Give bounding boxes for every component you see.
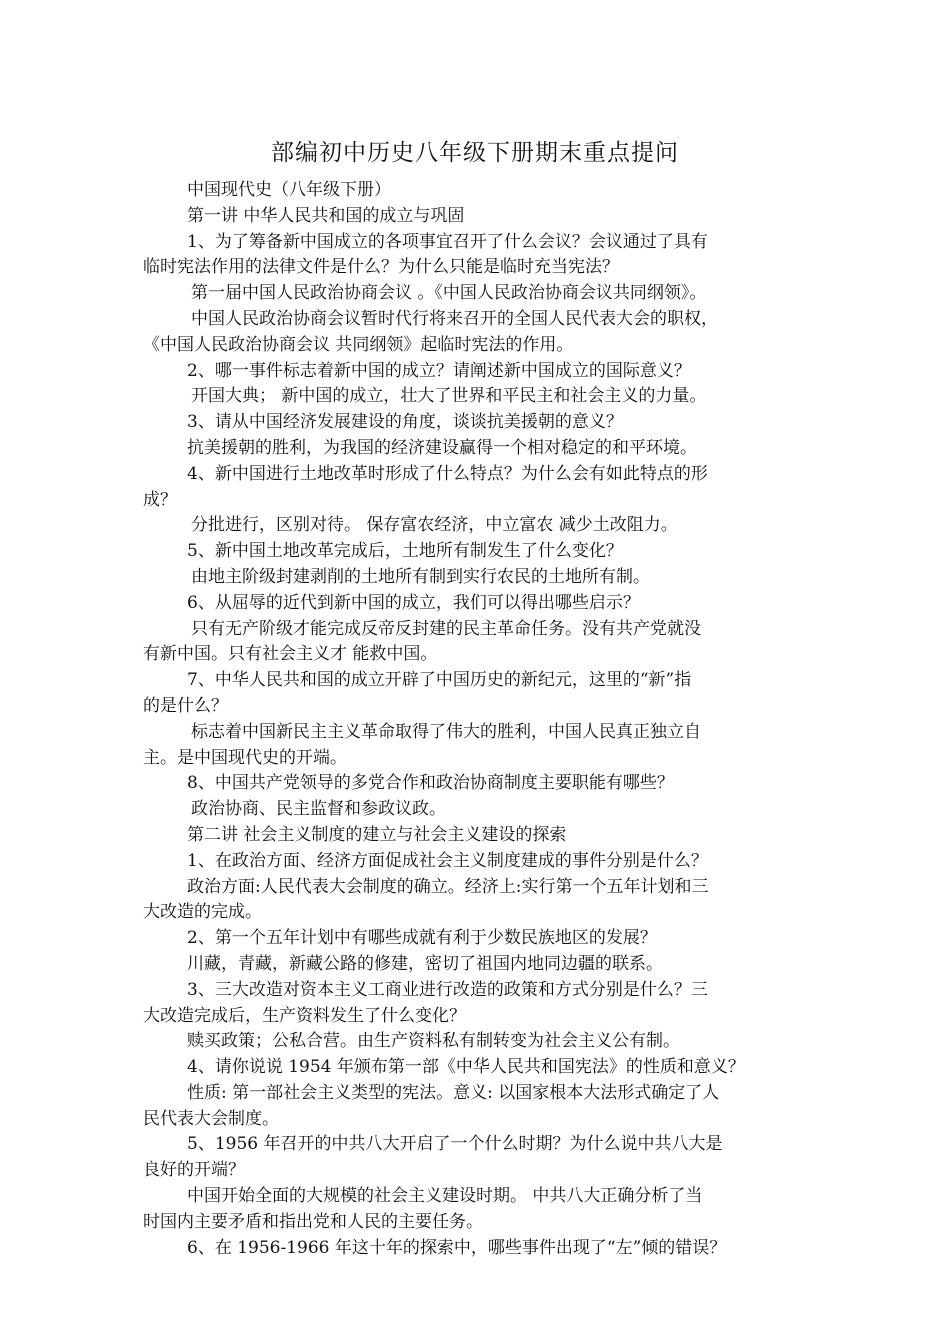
text-line: 4、新中国进行土地改革时形成了什么特点？为什么会有如此特点的形	[187, 463, 708, 484]
text-line: 临时宪法作用的法律文件是什么？为什么只能是临时充当宪法？	[143, 257, 619, 278]
text-line: 政治方面:人民代表大会制度的确立。经济上:实行第一个五年计划和三	[187, 876, 709, 897]
text-line: 6、从屈辱的近代到新中国的成立，我们可以得出哪些启示？	[187, 592, 640, 613]
text-line: 标志着中国新民主主义革命取得了伟大的胜利，中国人民真正独立自	[191, 721, 701, 742]
text-line: 分批进行，区别对待。 保存富农经济，中立富农 减少土改阻力。	[191, 515, 678, 536]
text-line: 民代表大会制度。	[143, 1108, 279, 1129]
text-line: 5、1956 年召开的中共八大开启了一个什么时期？为什么说中共八大是	[187, 1134, 723, 1155]
text-line: 开国大典； 新中国的成立，壮大了世界和平民主和社会主义的力量。	[191, 386, 707, 407]
text-line: 大改造的完成。	[143, 902, 262, 923]
text-line: 第一届中国人民政治协商会议 。《中国人民政治协商会议共同纲领》。	[191, 283, 707, 304]
text-line: 大改造完成后，生产资料发生了什么变化？	[143, 1005, 466, 1026]
text-line: 第一讲 中华人民共和国的成立与巩固	[187, 205, 465, 226]
document-body	[143, 178, 823, 1261]
text-line: 的是什么？	[143, 695, 228, 716]
text-line: 政治协商、民主监督和参政议政。	[191, 799, 446, 820]
text-line: 1、在政治方面、经济方面促成社会主义制度建成的事件分别是什么？	[187, 850, 708, 871]
text-line: 2、第一个五年计划中有哪些成就有利于少数民族地区的发展？	[187, 928, 657, 949]
text-line: 有新中国。只有社会主义才 能救中国。	[143, 644, 438, 665]
text-line: 1、为了筹备新中国成立的各项事宜召开了什么会议？会议通过了具有	[187, 231, 708, 252]
text-line: 8、中国共产党领导的多党合作和政治协商制度主要职能有哪些？	[187, 773, 674, 794]
text-line: 4、请你说说 1954 年颁布第一部《中华人民共和国宪法》的性质和意义？	[187, 1057, 745, 1078]
text-line: 《中国人民政治协商会议 共同纲领》起临时宪法的作用。	[143, 334, 574, 355]
text-line: 中国开始全面的大规模的社会主义建设时期。 中共八大正确分析了当	[187, 1186, 703, 1207]
text-line: 成？	[143, 489, 177, 510]
text-line: 良好的开端？	[143, 1160, 245, 1181]
text-line: 3、三大改造对资本主义工商业进行改造的政策和方式分别是什么？三	[187, 979, 708, 1000]
text-line: 性质: 第一部社会主义类型的宪法。意义: 以国家根本大法形式确定了人	[187, 1082, 720, 1103]
text-line: 主。是中国现代史的开端。	[143, 747, 347, 768]
text-line: 只有无产阶级才能完成反帝反封建的民主革命任务。没有共产党就没	[191, 618, 701, 639]
text-line: 2、哪一事件标志着新中国的成立？请阐述新中国成立的国际意义？	[187, 360, 691, 381]
text-line: 7、中华人民共和国的成立开辟了中国历史的新纪元，这里的“新”指	[187, 670, 692, 691]
text-line: 中国现代史（八年级下册）	[187, 180, 391, 200]
text-line: 6、在 1956-1966 年这十年的探索中，哪些事件出现了“左”倾的错误？	[187, 1237, 727, 1258]
text-line: 3、请从中国经济发展建设的角度，谈谈抗美援朝的意义？	[187, 412, 623, 433]
text-line: 赎买政策；公私合营。由生产资料私有制转变为社会主义公有制。	[187, 1031, 680, 1052]
text-line: 5、新中国土地改革完成后，土地所有制发生了什么变化？	[187, 541, 623, 562]
text-line: 川藏，青藏，新藏公路的修建，密切了祖国内地同边疆的联系。	[187, 953, 663, 974]
text-line: 时国内主要矛盾和指出党和人民的主要任务。	[143, 1211, 483, 1232]
page-title: 部编初中历史八年级下册期末重点提问	[271, 140, 679, 166]
text-line: 抗美援朝的胜利，为我国的经济建设赢得一个相对稳定的和平环境。	[187, 437, 697, 458]
text-line: 由地主阶级封建剥削的土地所有制到实行农民的土地所有制。	[191, 566, 650, 587]
text-line: 中国人民政治协商会议暂时代行将来召开的全国人民代表大会的职权，	[191, 308, 718, 329]
text-line: 第二讲 社会主义制度的建立与社会主义建设的探索	[187, 824, 567, 845]
